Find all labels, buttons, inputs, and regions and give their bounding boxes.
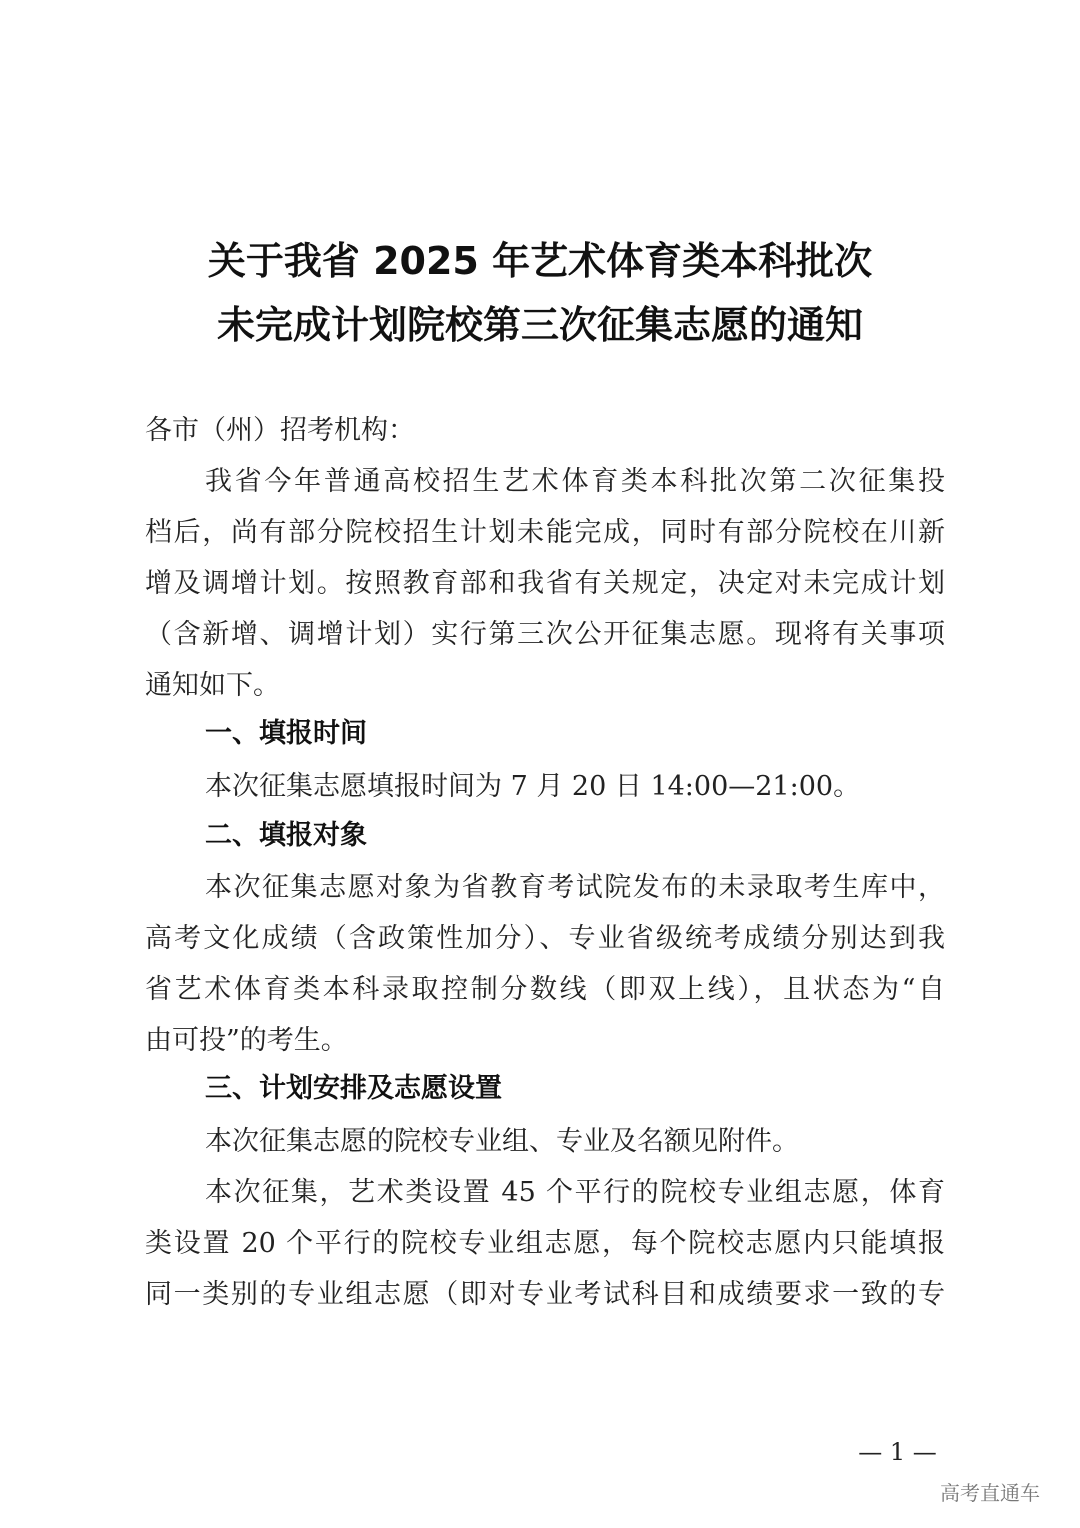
section-line: 高考文化成绩（含政策性加分）、专业省级统考成绩分别达到我	[145, 923, 945, 954]
intro-line: 档后，尚有部分院校招生计划未能完成，同时有部分院校在川新	[145, 517, 945, 548]
watermark: 高考直通车	[940, 1481, 1040, 1505]
section-heading-applicants: 二、填报对象	[205, 820, 367, 851]
section-line: 本次征集，艺术类设置 45 个平行的院校专业组志愿，体育	[205, 1177, 945, 1208]
section-line: 类设置 20 个平行的院校专业组志愿，每个院校志愿内只能填报	[145, 1228, 945, 1259]
salutation: 各市（州）招考机构：	[145, 415, 415, 446]
intro-line: 我省今年普通高校招生艺术体育类本科批次第二次征集投	[205, 466, 945, 497]
section-line: 本次征集志愿对象为省教育考试院发布的未录取考生库中，	[205, 872, 945, 903]
intro-line: （含新增、调增计划）实行第三次公开征集志愿。现将有关事项	[145, 619, 945, 650]
section-line: 省艺术体育类本科录取控制分数线（即双上线），且状态为“自	[145, 974, 945, 1005]
intro-line: 增及调增计划。按照教育部和我省有关规定，决定对未完成计划	[145, 568, 945, 599]
document-title-line-1: 关于我省 2025 年艺术体育类本科批次	[207, 239, 873, 283]
section-line: 同一类别的专业组志愿（即对专业考试科目和成绩要求一致的专	[145, 1279, 945, 1310]
section-heading-plan-settings: 三、计划安排及志愿设置	[205, 1073, 502, 1104]
intro-line: 通知如下。	[145, 670, 280, 701]
section-line: 本次征集志愿填报时间为 7 月 20 日 14:00—21:00。	[205, 771, 861, 802]
section-line: 本次征集志愿的院校专业组、专业及名额见附件。	[205, 1126, 799, 1157]
section-line: 由可投”的考生。	[145, 1025, 348, 1056]
document-title-line-2: 未完成计划院校第三次征集志愿的通知	[216, 303, 863, 347]
section-heading-filling-time: 一、填报时间	[205, 718, 367, 749]
page-number: — 1 —	[858, 1438, 937, 1466]
